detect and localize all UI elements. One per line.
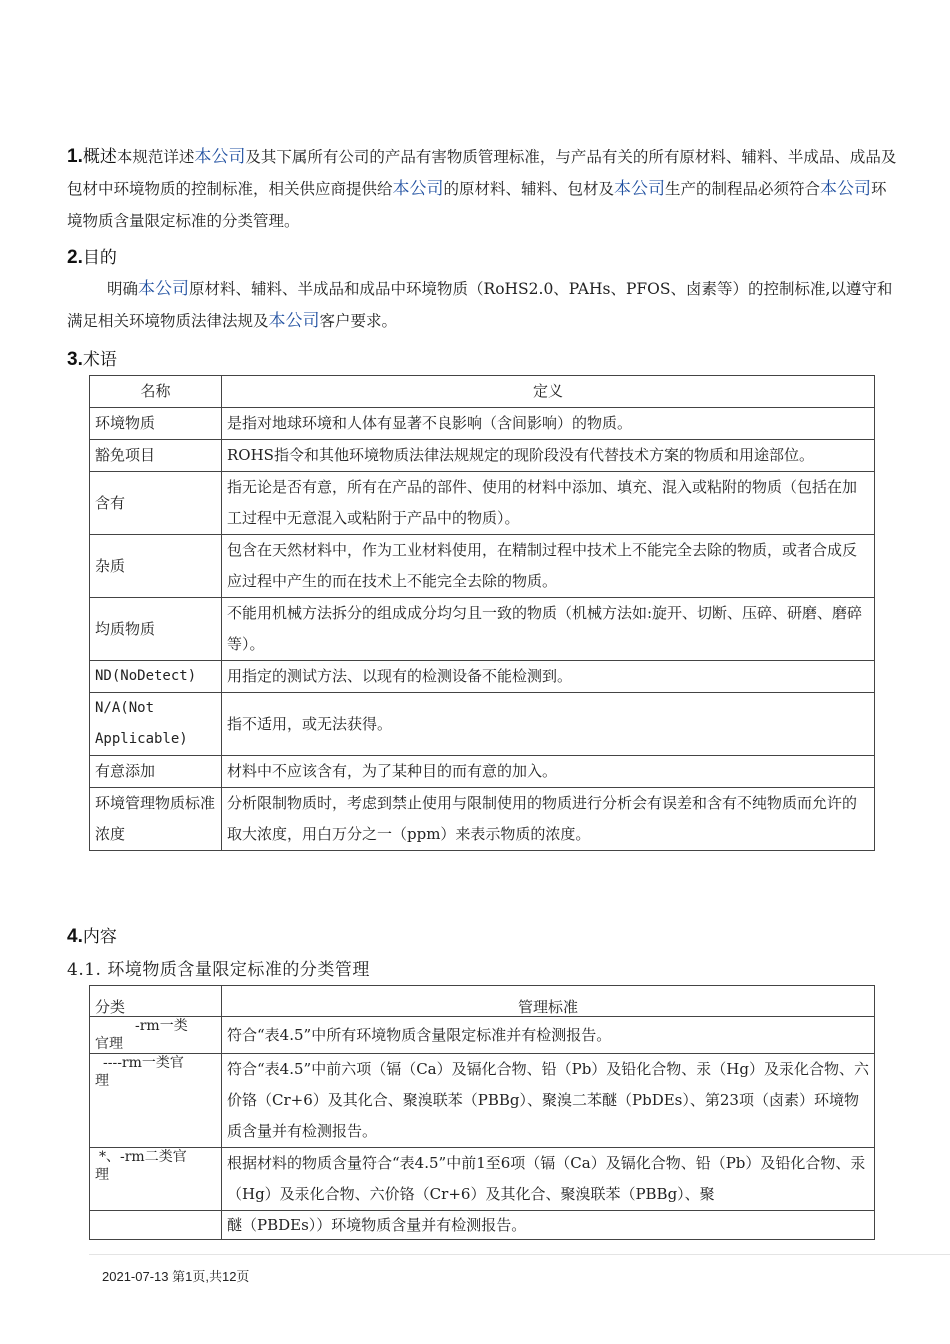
table-row [90, 1211, 875, 1240]
term-definition: 指无论是否有意，所有在产品的部件、使用的材料中添加、填充、混入或粘附的物质（包括在加工过程中无意混入或粘附于产品中的物质）。 [222, 472, 875, 535]
term-name: 有意添加 [90, 756, 222, 788]
category-cell [90, 1017, 222, 1054]
term-definition: 是指对地球环境和人体有显著不良影响（含间影响）的物质。 [222, 408, 875, 440]
column-header-definition: 定义 [222, 376, 875, 408]
table-header-row [90, 986, 875, 1017]
section-2-text: 明确 [107, 280, 139, 298]
column-header-category: 分类 [90, 986, 222, 1017]
table-header-row [90, 376, 875, 408]
term-name: ND(NoDetect) [90, 661, 222, 693]
term-name: 含有 [90, 472, 222, 535]
category-fragment: 理 [95, 1167, 109, 1183]
term-definition: ROHS指令和其他环境物质法律法规规定的现阶段没有代替技术方案的物质和用途部位。 [222, 440, 875, 472]
term-definition: 材料中不应该含有，为了某种目的而有意的加入。 [222, 756, 875, 788]
footer-divider [89, 1254, 950, 1255]
company-link: 本公司 [194, 147, 246, 167]
term-name: 豁免项目 [90, 440, 222, 472]
term-name: N/A(Not Applicable) [90, 693, 222, 756]
section-1-text: 本规范详述 [116, 148, 195, 166]
term-name: 杂质 [90, 535, 222, 598]
category-fragment: 理 [95, 1073, 109, 1089]
term-name: 环境管理物质标准浓度 [90, 788, 222, 851]
table-row [90, 1054, 875, 1148]
section-2-title: 目的 [82, 248, 117, 268]
table-row [90, 756, 875, 788]
company-link: 本公司 [614, 179, 666, 199]
section-4-heading [67, 922, 117, 948]
term-definition: 分析限制物质时，考虑到禁止使用与限制使用的物质进行分析会有误差和含有不纯物质而允许的取大浓度，用白万分之一（ppm）来表示物质的浓度。 [222, 788, 875, 851]
table-row [90, 598, 875, 661]
section-2-heading [67, 243, 117, 269]
section-1-text: 环境物质含量限定标准的分类管理。 [67, 180, 887, 230]
section-2-text: 原材料、辅料、半成品和成品中环境物质（RoHS2.0、PAHs、PFOS、卤素等）的控制标准,以遵守和满足相关环境物质法律法规及 [67, 280, 893, 330]
company-link: 本公司 [820, 179, 872, 199]
term-definition: 指不适用，或无法获得。 [222, 693, 875, 756]
company-link: 本公司 [138, 279, 190, 299]
section-1-text: 的原材料、辅料、包材及 [443, 180, 615, 198]
category-cell [90, 1211, 222, 1240]
standard-cell: 醚（PBDEs））环境物质含量并有检测报告。 [222, 1211, 875, 1240]
section-1-number: 1. [67, 146, 83, 167]
category-fragment: ----rm一类官 [103, 1055, 184, 1071]
term-definition: 不能用机械方法拆分的组成成分均匀且一致的物质（机械方法如:旋开、切断、压碎、研磨、磨碎等）。 [222, 598, 875, 661]
table-row [90, 788, 875, 851]
standard-cell: 符合“表4.5”中所有环境物质含量限定标准并有检测报告。 [222, 1017, 875, 1054]
section-1-paragraph [67, 141, 897, 237]
section-2-paragraph [67, 273, 897, 337]
section-1-text: 及其下属所有公司的产品有害物质管理标准，与产品有关的所有原材料、辅料、半成品、成品及包材中环境物质的控制标准，相关供应商提供给 [67, 148, 897, 198]
standard-cell: 根据材料的物质含量符合“表4.5”中前1至6项（镉（Ca）及镉化合物、铅（Pb）及铅化合物、汞（Hg）及汞化合物、六价铬（Cr+6）及其化合、聚溴联苯（PBBg）、聚 [222, 1148, 875, 1211]
section-2-text: 客户要求。 [319, 312, 398, 330]
section-1-title: 概述 [82, 147, 117, 167]
section-2-number: 2. [67, 247, 83, 268]
page-footer [102, 1266, 249, 1285]
section-4-number: 4. [67, 926, 83, 947]
column-header-name: 名称 [90, 376, 222, 408]
table-row [90, 408, 875, 440]
footer-page-number: 第1页,共12页 [172, 1269, 250, 1284]
term-name: 环境物质 [90, 408, 222, 440]
footer-date: 2021-07-13 [102, 1269, 169, 1284]
table-row [90, 1017, 875, 1054]
classification-table [89, 985, 875, 1240]
standard-cell: 符合“表4.5”中前六项（镉（Ca）及镉化合物、铅（Pb）及铅化合物、汞（Hg）及汞化合物、六价铬（Cr+6）及其化合、聚溴联苯（PBBg）、聚溴二苯醚（PbDEs）、第23项（卤素）环境物质含量并有检测报告。 [222, 1054, 875, 1148]
table-row [90, 693, 875, 756]
company-link: 本公司 [392, 179, 444, 199]
term-name: 均质物质 [90, 598, 222, 661]
section-3-number: 3. [67, 349, 83, 370]
terms-table [89, 375, 875, 851]
table-row [90, 440, 875, 472]
category-cell [90, 1148, 222, 1211]
section-3-heading [67, 345, 117, 371]
section-4-1-title: 4.1. 环境物质含量限定标准的分类管理 [67, 960, 370, 980]
table-row [90, 661, 875, 693]
category-cell [90, 1054, 222, 1148]
section-3-title: 术语 [82, 350, 117, 370]
table-row [90, 535, 875, 598]
company-link: 本公司 [268, 311, 320, 331]
category-fragment: *、-rm二类官 [99, 1149, 187, 1165]
category-fragment: -rm一类 [135, 1018, 188, 1034]
category-fragment: 官理 [95, 1036, 123, 1052]
section-4-title: 内容 [82, 927, 117, 947]
term-definition: 包含在天然材料中，作为工业材料使用，在精制过程中技术上不能完全去除的物质，或者合成反应过程中产生的而在技术上不能完全去除的物质。 [222, 535, 875, 598]
column-header-standard: 管理标准 [222, 986, 875, 1017]
term-definition: 用指定的测试方法、以现有的检测设备不能检测到。 [222, 661, 875, 693]
table-row [90, 472, 875, 535]
section-1-text: 生产的制程品必须符合 [665, 180, 821, 198]
table-row [90, 1148, 875, 1211]
